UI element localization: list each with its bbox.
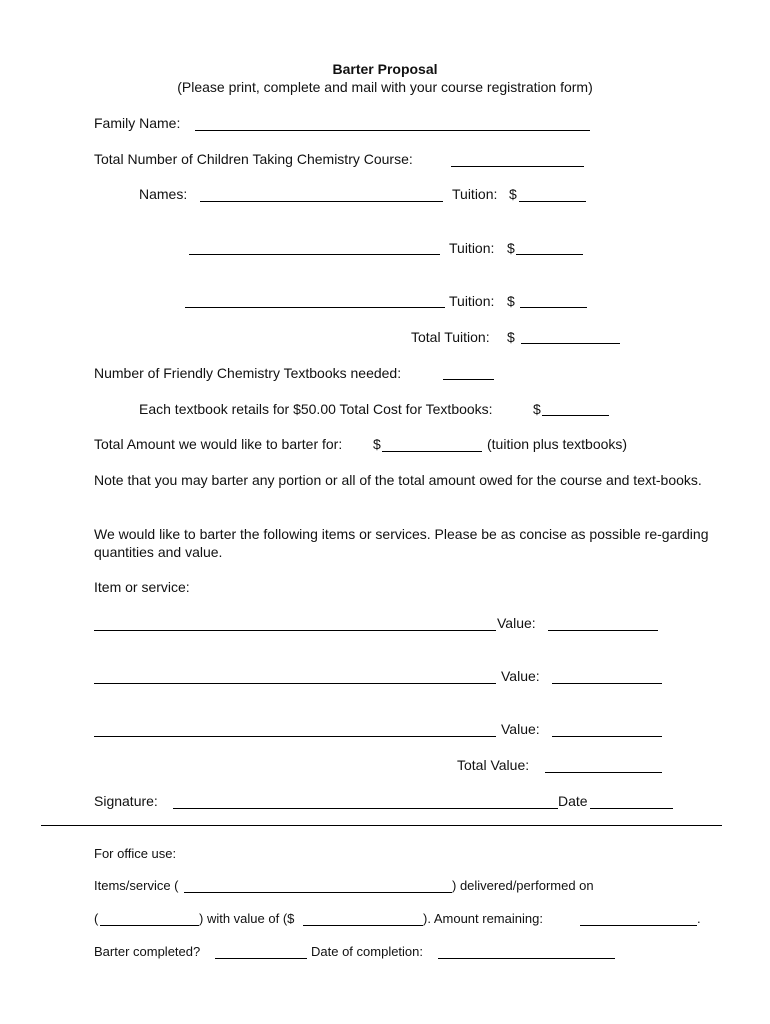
textbook-cost-field[interactable] [542, 415, 609, 416]
signature-label: Signature: [94, 793, 158, 809]
tuition-field-2[interactable] [516, 254, 583, 255]
office-items-field[interactable] [184, 892, 452, 893]
value-field-1[interactable] [548, 630, 658, 631]
delivery-date-field[interactable] [100, 925, 199, 926]
total-tuition-field[interactable] [521, 343, 620, 344]
textbook-cost-label: Each textbook retails for $50.00 Total Cost for Textbooks: [139, 401, 493, 417]
barter-amount-note: (tuition plus textbooks) [487, 436, 628, 452]
barter-completed-field[interactable] [215, 958, 307, 959]
signature-field[interactable] [173, 808, 558, 809]
with-value-label: ) with value of ($ [199, 911, 295, 926]
barter-amount-label: Total Amount we would like to barter for: [94, 436, 343, 452]
dollar-sign-2: $ [507, 240, 515, 256]
office-use-heading: For office use: [94, 846, 177, 861]
items-paragraph: We would like to barter the following items or services. Please be as concise as possible re-garding quantities and value. [94, 526, 709, 560]
tuition-label-3: Tuition: [449, 293, 495, 309]
textbooks-needed-label: Number of Friendly Chemistry Textbooks needed: [94, 365, 402, 381]
names-label: Names: [139, 186, 188, 202]
barter-completed-label: Barter completed? [94, 944, 201, 959]
children-count-label: Total Number of Children Taking Chemistry Course: [94, 151, 413, 167]
form-title: Barter Proposal [332, 61, 438, 77]
value-field-2[interactable] [552, 683, 662, 684]
item-service-field-2[interactable] [94, 683, 496, 684]
date-field[interactable] [590, 808, 673, 809]
total-tuition-label: Total Tuition: [411, 329, 490, 345]
tuition-label-2: Tuition: [449, 240, 495, 256]
total-value-field[interactable] [545, 772, 662, 773]
item-service-label: Item or service: [94, 579, 190, 595]
children-count-field[interactable] [451, 166, 584, 167]
value-label-3: Value: [501, 721, 540, 737]
office-value-field[interactable] [303, 925, 423, 926]
amount-remaining-field[interactable] [580, 925, 697, 926]
office-period: . [697, 911, 701, 926]
amount-remaining-label: ). Amount remaining: [423, 911, 543, 926]
section-divider [41, 825, 722, 826]
dollar-sign-1: $ [509, 186, 517, 202]
date-label: Date [558, 793, 588, 809]
value-label-2: Value: [501, 668, 540, 684]
form-subtitle: (Please print, complete and mail with your course registration form) [177, 79, 593, 95]
items-service-label: Items/service ( [94, 878, 179, 893]
barter-amount-dollar: $ [373, 436, 381, 452]
child-name-field-1[interactable] [200, 201, 443, 202]
tuition-label-1: Tuition: [452, 186, 498, 202]
value-label-1: Value: [497, 615, 536, 631]
item-service-field-1[interactable] [94, 630, 496, 631]
tuition-field-3[interactable] [520, 307, 587, 308]
office-open-paren: ( [94, 911, 99, 926]
delivered-label: ) delivered/performed on [452, 878, 594, 893]
family-name-field[interactable] [195, 130, 590, 131]
tuition-field-1[interactable] [519, 201, 586, 202]
family-name-label: Family Name: [94, 115, 181, 131]
date-of-completion-label: Date of completion: [311, 944, 424, 959]
value-field-3[interactable] [552, 736, 662, 737]
dollar-sign-3: $ [507, 293, 515, 309]
barter-amount-field[interactable] [382, 451, 482, 452]
textbooks-needed-field[interactable] [443, 379, 494, 380]
child-name-field-2[interactable] [189, 254, 440, 255]
textbook-cost-dollar: $ [533, 401, 541, 417]
note-paragraph: Note that you may barter any portion or all of the total amount owed for the course and text-books. [94, 472, 702, 488]
date-of-completion-field[interactable] [438, 958, 615, 959]
total-value-label: Total Value: [457, 757, 530, 773]
child-name-field-3[interactable] [185, 307, 445, 308]
total-tuition-dollar: $ [507, 329, 515, 345]
item-service-field-3[interactable] [94, 736, 496, 737]
